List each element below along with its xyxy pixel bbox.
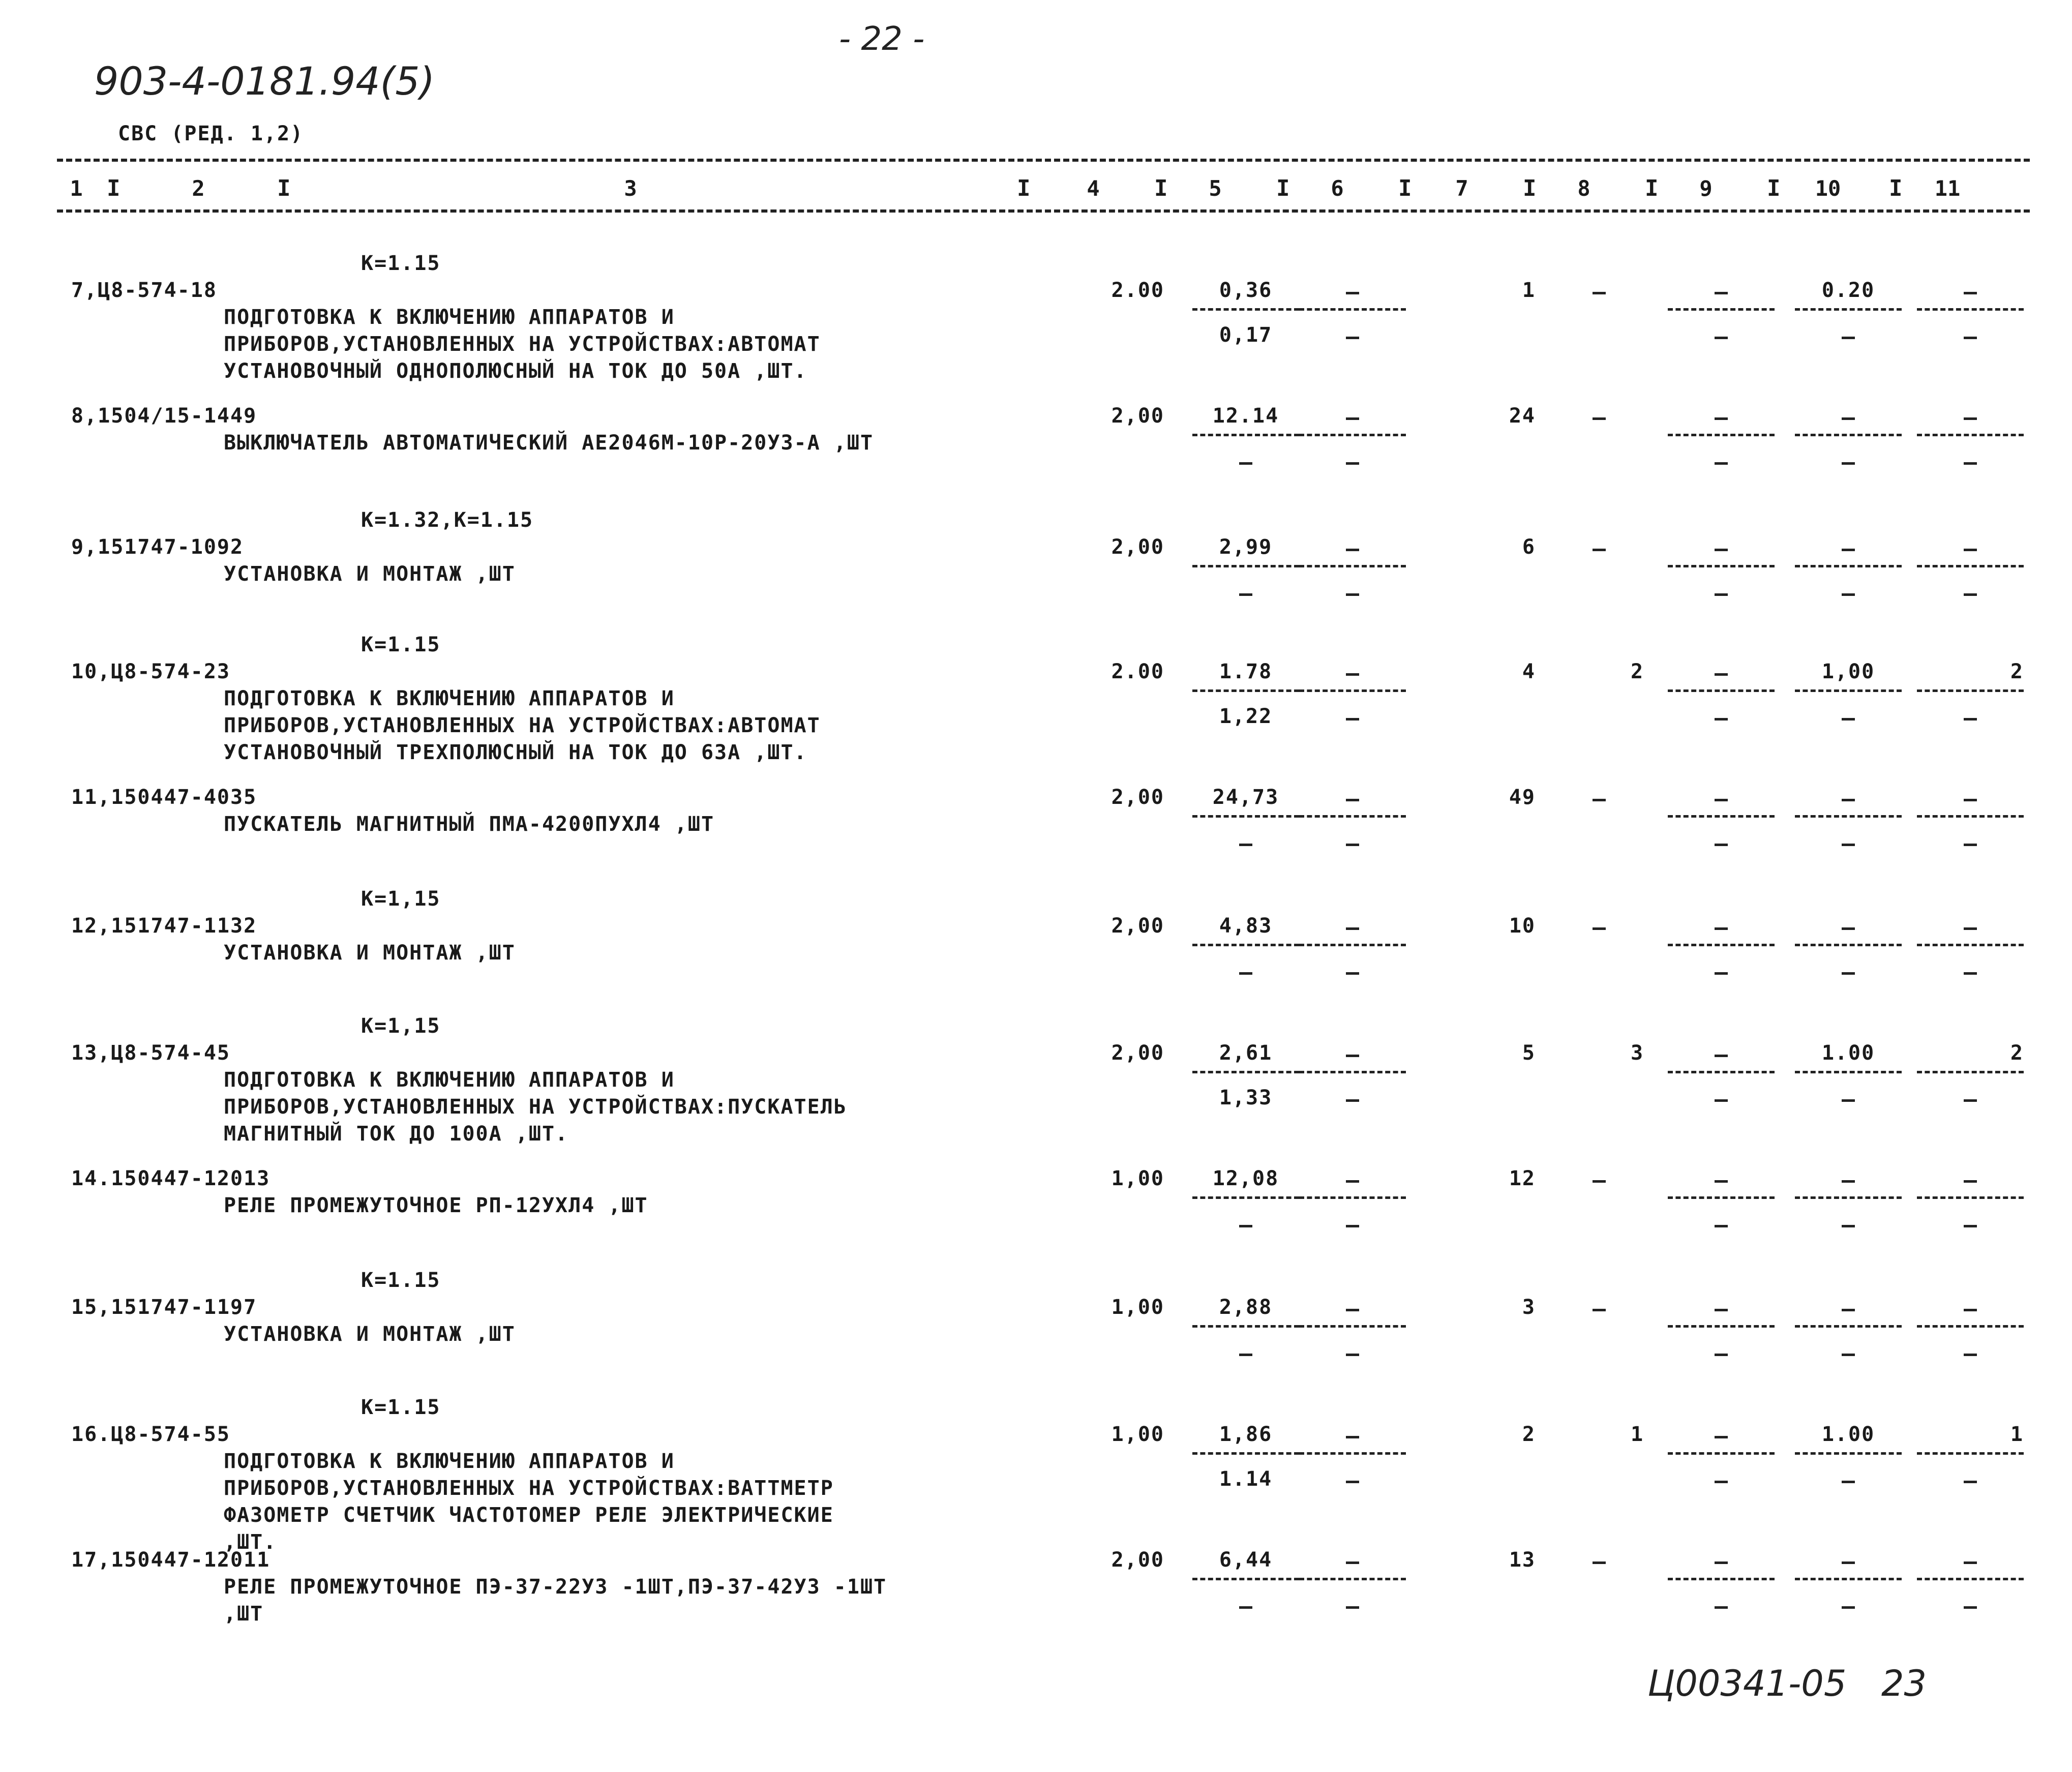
item-description: РЕЛЕ ПРОМЕЖУТОЧНОЕ ПЭ-37-22У3 -1ШТ,ПЭ-37-42У3 -1ШТ [224,1575,887,1599]
item-description: ПУСКАТЕЛЬ МАГНИТНЫЙ ПМА-4200ПУХЛ4 ,ШТ [224,813,715,836]
col11-value: 1 [2010,1423,2024,1446]
quantity-value: 2.00 [1111,660,1164,683]
col5-subvalue [1239,593,1252,596]
item-code: 9,151747-1092 [71,535,244,559]
fraction-rule [1668,308,1775,311]
col9-subvalue [1715,1099,1728,1102]
fraction-rule [1192,1196,1299,1199]
column-header-6: 6 [1331,176,1344,201]
col6-value [1346,1055,1359,1057]
col7-value: 6 [1522,535,1536,559]
fraction-rule [1795,689,1902,692]
item-code: 14.150447-12013 [71,1167,271,1190]
column-separator: I [1767,175,1781,201]
col6-value [1346,1309,1359,1311]
item-description: МАГНИТНЫЙ ТОК ДО 100А ,ШТ. [224,1122,569,1146]
col11-subvalue [1964,1099,1977,1102]
col11-subvalue [1964,1481,1977,1483]
col10-value [1842,1561,1855,1564]
col9-value [1715,1180,1728,1183]
col9-subvalue [1715,1225,1728,1227]
fraction-rule [1299,1071,1406,1073]
col10-value [1842,417,1855,420]
quantity-value: 2,00 [1111,1548,1164,1572]
quantity-value: 1,00 [1111,1296,1164,1319]
fraction-rule [1192,1071,1299,1073]
col11-value: 2 [2010,1041,2024,1065]
col11-subvalue [1964,972,1977,975]
col6-value [1346,799,1359,801]
coefficient-label: К=1.15 [361,1396,441,1419]
column-header-1: 1 [70,176,83,201]
col9-value [1715,1436,1728,1438]
fraction-rule [1917,815,2024,818]
item-code: 8,1504/15-1449 [71,404,257,428]
item-description: ПОДГОТОВКА К ВКЛЮЧЕНИЮ АППАРАТОВ И [224,306,675,329]
col11-value [1964,1561,1977,1564]
col6-subvalue [1346,462,1359,465]
column-separator: I [1889,175,1903,201]
col8-value: 3 [1630,1041,1644,1065]
col8-value [1593,927,1606,930]
fraction-rule [1917,1196,2024,1199]
col11-subvalue [1964,844,1977,846]
col9-value [1715,1055,1728,1057]
col8-value [1593,417,1606,420]
col10-subvalue [1842,1225,1855,1227]
col10-value [1842,1309,1855,1311]
col11-value [1964,549,1977,551]
column-header-10: 10 [1815,176,1841,201]
column-header-9: 9 [1699,176,1713,201]
item-description: УСТАНОВКА И МОНТАЖ ,ШТ [224,1323,516,1346]
footer-code: Ц00341-05 [1647,1663,1847,1704]
col6-value [1346,292,1359,294]
column-separator: I [1154,175,1168,201]
col5-value: 4,83 [1219,914,1273,938]
fraction-rule [1668,434,1775,436]
col6-subvalue [1346,718,1359,720]
item-description: ПОДГОТОВКА К ВКЛЮЧЕНИЮ АППАРАТОВ И [224,1450,675,1473]
col5-value: 2,61 [1219,1041,1273,1065]
col10-value: 1.00 [1821,1423,1875,1446]
col10-subvalue [1842,718,1855,720]
fraction-rule [1668,1071,1775,1073]
col11-subvalue [1964,593,1977,596]
item-description: ПРИБОРОВ,УСТАНОВЛЕННЫХ НА УСТРОЙСТВАХ:АВТОМАТ [224,714,821,737]
col7-value: 5 [1522,1041,1536,1065]
col9-value [1715,927,1728,930]
fraction-rule [1795,1071,1902,1073]
fraction-rule [1192,689,1299,692]
item-code: 13,Ц8-574-45 [71,1041,230,1065]
item-code: 12,151747-1132 [71,914,257,938]
fraction-rule [1192,1452,1299,1455]
fraction-rule [1299,1452,1406,1455]
item-code: 16.Ц8-574-55 [71,1423,230,1446]
fraction-rule [1299,815,1406,818]
col10-value [1842,927,1855,930]
column-separator: I [1276,175,1290,201]
col5-subvalue [1239,844,1252,846]
item-description: РЕЛЕ ПРОМЕЖУТОЧНОЕ РП-12УХЛ4 ,ШТ [224,1194,648,1217]
col6-subvalue [1346,593,1359,596]
column-header-2: 2 [192,176,205,201]
col7-value: 4 [1522,660,1536,683]
col7-value: 13 [1509,1548,1536,1572]
col6-value [1346,549,1359,551]
fraction-rule [1795,434,1902,436]
document-code: 903-4-0181.94(5) [94,58,435,104]
fraction-rule [1299,565,1406,567]
fraction-rule [1299,1578,1406,1580]
col11-value [1964,292,1977,294]
col11-subvalue [1964,718,1977,720]
col6-subvalue [1346,1481,1359,1483]
col10-subvalue [1842,844,1855,846]
col11-value [1964,1180,1977,1183]
col9-value [1715,292,1728,294]
col11-subvalue [1964,1354,1977,1356]
col11-value [1964,1309,1977,1311]
col7-value: 49 [1509,786,1536,809]
fraction-rule [1299,434,1406,436]
col6-value [1346,1180,1359,1183]
col10-value [1842,549,1855,551]
col9-value [1715,549,1728,551]
col5-subvalue: 1.14 [1219,1467,1273,1491]
fraction-rule [1668,1325,1775,1328]
coefficient-label: К=1,15 [361,887,441,911]
column-separator: I [277,175,291,201]
coefficient-label: К=1.15 [361,633,441,656]
coefficient-label: К=1.15 [361,252,441,275]
fraction-rule [1668,815,1775,818]
column-separator: I [1398,175,1412,201]
col6-value [1346,927,1359,930]
col11-value [1964,417,1977,420]
col11-subvalue [1964,337,1977,339]
item-description: ПОДГОТОВКА К ВКЛЮЧЕНИЮ АППАРАТОВ И [224,687,675,710]
col9-value [1715,799,1728,801]
col11-value [1964,799,1977,801]
col6-value [1346,1436,1359,1438]
col10-value [1842,1180,1855,1183]
col7-value: 2 [1522,1423,1536,1446]
col10-value: 1,00 [1821,660,1875,683]
col5-subvalue [1239,1354,1252,1356]
col9-subvalue [1715,337,1728,339]
col8-value [1593,799,1606,801]
item-description: ПРИБОРОВ,УСТАНОВЛЕННЫХ НА УСТРОЙСТВАХ:АВТОМАТ [224,333,821,356]
quantity-value: 1,00 [1111,1423,1164,1446]
col11-subvalue [1964,462,1977,465]
col8-value: 1 [1630,1423,1644,1446]
item-description: ,ШТ. [224,1530,277,1554]
col5-value: 12,08 [1212,1167,1279,1190]
col6-subvalue [1346,337,1359,339]
col9-subvalue [1715,972,1728,975]
fraction-rule [1668,1196,1775,1199]
col11-value: 2 [2010,660,2024,683]
fraction-rule [1917,689,2024,692]
fraction-rule [1795,1452,1902,1455]
fraction-rule [1299,308,1406,311]
quantity-value: 2,00 [1111,535,1164,559]
column-separator: I [107,175,121,201]
col7-value: 12 [1509,1167,1536,1190]
coefficient-label: К=1.15 [361,1269,441,1292]
fraction-rule [1192,944,1299,946]
col9-subvalue [1715,844,1728,846]
col5-value: 2,88 [1219,1296,1273,1319]
col5-subvalue [1239,462,1252,465]
col9-subvalue [1715,593,1728,596]
item-description: ,ШТ [224,1602,264,1626]
fraction-rule [1192,815,1299,818]
col9-value [1715,1561,1728,1564]
column-header-4: 4 [1087,176,1100,201]
fraction-rule [1668,1452,1775,1455]
column-header-7: 7 [1455,176,1468,201]
quantity-value: 2,00 [1111,1041,1164,1065]
col6-subvalue [1346,844,1359,846]
col9-subvalue [1715,462,1728,465]
col5-subvalue: 0,17 [1219,323,1273,347]
fraction-rule [1299,1325,1406,1328]
fraction-rule [1299,1196,1406,1199]
column-header-5: 5 [1209,176,1222,201]
item-code: 10,Ц8-574-23 [71,660,230,683]
fraction-rule [1917,1452,2024,1455]
fraction-rule [1917,1578,2024,1580]
item-description: УСТАНОВОЧНЫЙ ТРЕХПОЛЮСНЫЙ НА ТОК ДО 63А ,ШТ. [224,741,807,764]
column-separator: I [1017,175,1031,201]
col5-value: 2,99 [1219,535,1273,559]
col9-subvalue [1715,1481,1728,1483]
page-number: - 22 - [839,20,925,58]
col9-value [1715,673,1728,676]
col5-value: 24,73 [1212,786,1279,809]
item-description: УСТАНОВОЧНЫЙ ОДНОПОЛЮСНЫЙ НА ТОК ДО 50А ,ШТ. [224,359,807,383]
col5-subvalue [1239,972,1252,975]
fraction-rule [1917,1071,2024,1073]
fraction-rule [1795,944,1902,946]
item-description: ПРИБОРОВ,УСТАНОВЛЕННЫХ НА УСТРОЙСТВАХ:ВАТТМЕТР [224,1477,834,1500]
quantity-value: 2,00 [1111,914,1164,938]
fraction-rule [1917,1325,2024,1328]
item-code: 15,151747-1197 [71,1296,257,1319]
fraction-rule [1299,689,1406,692]
fraction-rule [1668,565,1775,567]
col10-value: 1.00 [1821,1041,1875,1065]
item-code: 11,150447-4035 [71,786,257,809]
fraction-rule [1795,565,1902,567]
column-separator: I [1645,175,1659,201]
column-header-3: 3 [624,176,637,201]
quantity-value: 2,00 [1111,404,1164,428]
fraction-rule [1795,1578,1902,1580]
item-description: ПОДГОТОВКА К ВКЛЮЧЕНИЮ АППАРАТОВ И [224,1068,675,1092]
col8-value [1593,549,1606,551]
fraction-rule [1795,308,1902,311]
item-description: УСТАНОВКА И МОНТАЖ ,ШТ [224,941,516,965]
col5-subvalue: 1,33 [1219,1086,1273,1109]
col10-subvalue [1842,1099,1855,1102]
col8-value [1593,1561,1606,1564]
col11-value [1964,927,1977,930]
fraction-rule [1192,1325,1299,1328]
col9-value [1715,417,1728,420]
col5-value: 6,44 [1219,1548,1273,1572]
col8-value: 2 [1630,660,1644,683]
col8-value [1593,292,1606,294]
header-rule-top [57,159,2030,162]
fraction-rule [1192,1578,1299,1580]
col5-subvalue: 1,22 [1219,705,1273,728]
col6-value [1346,673,1359,676]
col5-value: 0,36 [1219,279,1273,302]
item-description: ФАЗОМЕТР СЧЕТЧИК ЧАСТОТОМЕР РЕЛЕ ЭЛЕКТРИЧЕСКИЕ [224,1504,834,1527]
item-code: 7,Ц8-574-18 [71,279,217,302]
col5-value: 1,86 [1219,1423,1273,1446]
col7-value: 1 [1522,279,1536,302]
quantity-value: 2,00 [1111,786,1164,809]
fraction-rule [1668,1578,1775,1580]
quantity-value: 2.00 [1111,279,1164,302]
col10-subvalue [1842,1481,1855,1483]
fraction-rule [1299,944,1406,946]
col7-value: 24 [1509,404,1536,428]
fraction-rule [1668,944,1775,946]
fraction-rule [1917,565,2024,567]
col10-subvalue [1842,337,1855,339]
col6-subvalue [1346,1354,1359,1356]
column-header-11: 11 [1934,176,1961,201]
item-description: ВЫКЛЮЧАТЕЛЬ АВТОМАТИЧЕСКИЙ АЕ2046М-10Р-20У3-А ,ШТ [224,431,874,455]
fraction-rule [1795,815,1902,818]
fraction-rule [1192,565,1299,567]
col9-subvalue [1715,1354,1728,1356]
col10-value [1842,799,1855,801]
column-header-8: 8 [1577,176,1590,201]
col11-subvalue [1964,1225,1977,1227]
col5-value: 12.14 [1212,404,1279,428]
col7-value: 10 [1509,914,1536,938]
col5-value: 1.78 [1219,660,1273,683]
col6-subvalue [1346,1606,1359,1609]
fraction-rule [1917,944,2024,946]
col8-value [1593,1309,1606,1311]
fraction-rule [1917,308,2024,311]
col6-value [1346,417,1359,420]
footer-sheet: 23 [1881,1663,1927,1704]
header-rule-bottom [57,209,2030,213]
col5-subvalue [1239,1225,1252,1227]
column-separator: I [1523,175,1537,201]
fraction-rule [1668,689,1775,692]
fraction-rule [1795,1196,1902,1199]
quantity-value: 1,00 [1111,1167,1164,1190]
col10-subvalue [1842,462,1855,465]
fraction-rule [1192,308,1299,311]
fraction-rule [1192,434,1299,436]
col10-value: 0.20 [1821,279,1875,302]
edition-label: СВС (РЕД. 1,2) [118,122,304,145]
col6-subvalue [1346,1099,1359,1102]
col7-value: 3 [1522,1296,1536,1319]
item-description: УСТАНОВКА И МОНТАЖ ,ШТ [224,562,516,586]
col9-subvalue [1715,1606,1728,1609]
coefficient-label: К=1,15 [361,1014,441,1038]
item-code: 17,150447-12011 [71,1548,271,1572]
col10-subvalue [1842,593,1855,596]
fraction-rule [1917,434,2024,436]
item-description: ПРИБОРОВ,УСТАНОВЛЕННЫХ НА УСТРОЙСТВАХ:ПУСКАТЕЛЬ [224,1095,847,1119]
coefficient-label: К=1.32,К=1.15 [361,508,534,532]
col8-value [1593,1180,1606,1183]
col6-value [1346,1561,1359,1564]
col10-subvalue [1842,972,1855,975]
col5-subvalue [1239,1606,1252,1609]
fraction-rule [1795,1325,1902,1328]
col6-subvalue [1346,972,1359,975]
col10-subvalue [1842,1606,1855,1609]
col6-subvalue [1346,1225,1359,1227]
col11-subvalue [1964,1606,1977,1609]
col9-value [1715,1309,1728,1311]
col10-subvalue [1842,1354,1855,1356]
col9-subvalue [1715,718,1728,720]
